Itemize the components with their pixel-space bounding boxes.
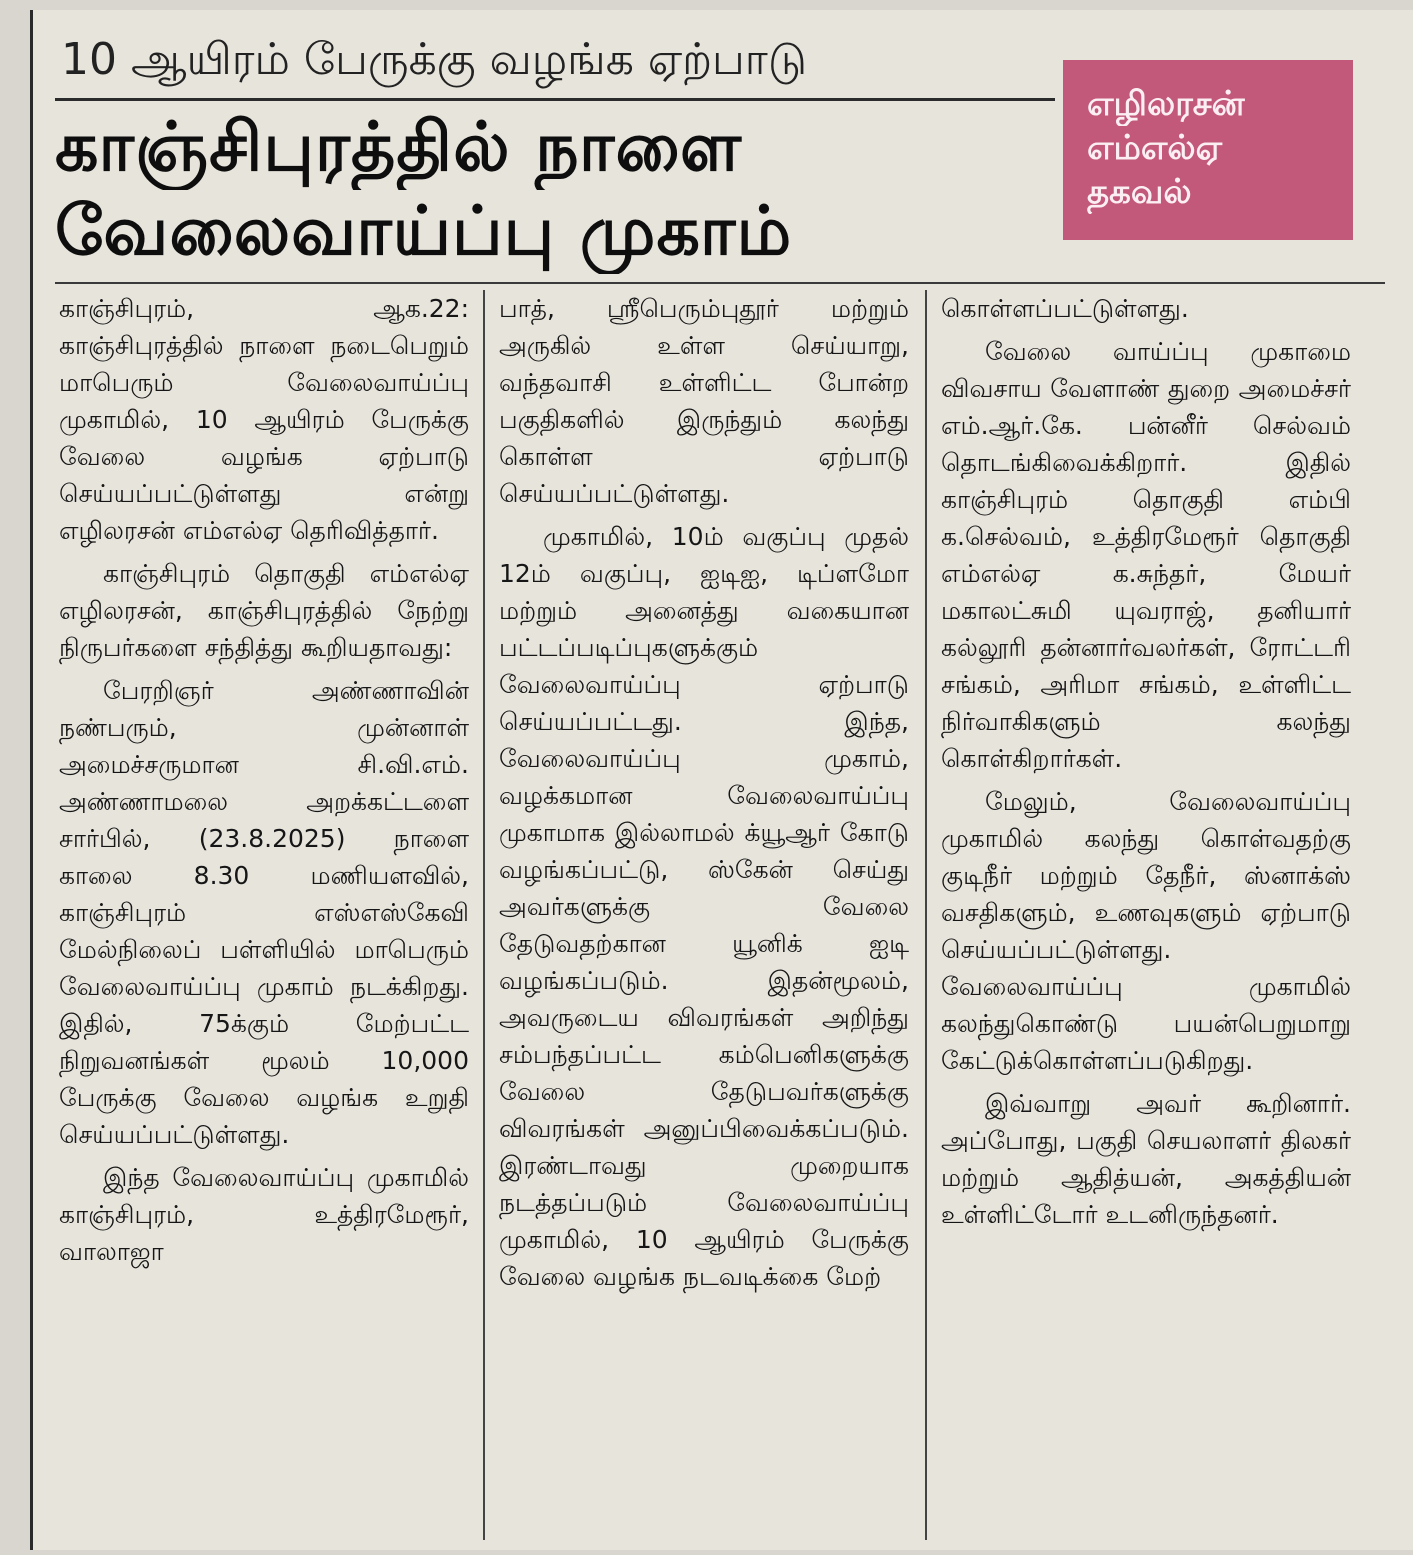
paragraph: மேலும், வேலைவாய்ப்பு முகாமில் கலந்து கொள்வதற்கு குடிநீர் மற்றும் தேநீர், ஸ்னாக்ஸ் வசதிகளும், உணவுகளும் ஏற்பாடு செய்யப்பட்டுள்ளது. வேலைவாய்ப்பு முகாமில் கலந்துகொண்டு பயன்பெறுமாறு கேட்டுக்கொள்ளப்படுகிறது. — [941, 787, 1351, 1075]
byline-box — [1063, 60, 1353, 240]
kicker-headline: 10 ஆயிரம் பேருக்கு வழங்க ஏற்பாடு — [61, 34, 808, 85]
column-divider — [925, 290, 927, 1540]
paragraph: காஞ்சிபுரம் தொகுதி எம்எல்ஏ எழிலரசன், காஞ்சிபுரத்தில் நேற்று நிருபர்களை சந்தித்து கூறியதாவது: — [59, 559, 469, 662]
paragraph: கொள்ளப்பட்டுள்ளது. — [941, 294, 1189, 323]
column-divider — [483, 290, 485, 1540]
newspaper-clipping — [30, 10, 1413, 1550]
paragraph: இவ்வாறு அவர் கூறினார். அப்போது, பகுதி செயலாளர் திலகர் மற்றும் ஆதித்யன், அகத்தியன் உள்ளிட்டோர் உடனிருந்தனர். — [941, 1089, 1351, 1229]
byline-line-3: தகவல் — [1087, 172, 1192, 212]
main-headline — [55, 106, 1055, 274]
paragraph: பேரறிஞர் அண்ணாவின் நண்பரும், முன்னாள் அமைச்சருமான சி.வி.எம். அண்ணாமலை அறக்கட்டளை சார்பில், (23.8.2025) நாளை காலை 8.30 மணியளவில், காஞ்சிபுரம் எஸ்எஸ்கேவி மேல்நிலைப் பள்ளியில் மாபெரும் வேலைவாய்ப்பு முகாம் நடக்கிறது. இதில், 75க்கும் மேற்பட்ட நிறுவனங்கள் மூலம் 10,000 பேருக்கு வேலை வழங்க உறுதி செய்யப்பட்டுள்ளது. — [59, 676, 469, 1149]
paragraph: முகாமில், 10ம் வகுப்பு முதல் 12ம் வகுப்பு, ஐடிஐ, டிப்ளமோ மற்றும் அனைத்து வகையான பட்டப்படிப்புகளுக்கும் வேலைவாய்ப்பு ஏற்பாடு செய்யப்பட்டது. இந்த, வேலைவாய்ப்பு முகாம், வழக்கமான வேலைவாய்ப்பு முகாமாக இல்லாமல் க்யூஆர் கோடு வழங்கப்பட்டு, ஸ்கேன் செய்து அவர்களுக்கு வேலை தேடுவதற்கான யூனிக் ஐடி வழங்கப்படும். இதன்மூலம், அவருடைய விவரங்கள் அறிந்து சம்பந்தப்பட்ட கம்பெனிகளுக்கு வேலை தேடுபவர்களுக்கு விவரங்கள் அனுப்பிவைக்கப்படும். இரண்டாவது முறையாக நடத்தப்படும் வேலைவாய்ப்பு முகாமில், 10 ஆயிரம் பேருக்கு வேலை வழங்க நடவடிக்கை மேற் — [499, 522, 909, 1291]
byline-line-2: எம்எல்ஏ — [1087, 128, 1223, 168]
paragraph: காஞ்சிபுரம், ஆக.22: காஞ்சிபுரத்தில் நாளை நடைபெறும் மாபெரும் வேலைவாய்ப்பு முகாமில், 10 ஆயிரம் பேருக்கு வேலை வழங்க ஏற்பாடு செய்யப்பட்டுள்ளது என்று எழிலரசன் எம்எல்ஏ தெரிவித்தார். — [59, 294, 469, 545]
article-column-3 — [941, 290, 1351, 1540]
body-rule — [55, 282, 1385, 284]
article-column-2 — [499, 290, 909, 1540]
headline-line-2: வேலைவாய்ப்பு முகாம் — [55, 192, 793, 271]
paragraph: இந்த வேலைவாய்ப்பு முகாமில் காஞ்சிபுரம், உத்திரமேரூர், வாலாஜா — [59, 1163, 469, 1266]
byline-line-1: எழிலரசன் — [1087, 84, 1245, 124]
headline-line-1: காஞ்சிபுரத்தில் நாளை — [55, 108, 743, 187]
paragraph: வேலை வாய்ப்பு முகாமை விவசாய வேளாண் துறை அமைச்சர் எம்.ஆர்.கே. பன்னீர் செல்வம் தொடங்கிவைக்கிறார். இதில் காஞ்சிபுரம் தொகுதி எம்பி க.செல்வம், உத்திரமேரூர் தொகுதி எம்எல்ஏ க.சுந்தர், மேயர் மகாலட்சுமி யுவராஜ், தனியார் கல்லூரி தன்னார்வலர்கள், ரோட்டரி சங்கம், அரிமா சங்கம், உள்ளிட்ட நிர்வாகிகளும் கலந்து கொள்கிறார்கள். — [941, 337, 1351, 773]
article-column-1 — [59, 290, 469, 1540]
paragraph: பாத், ஸ்ரீபெரும்புதூர் மற்றும் அருகில் உள்ள செய்யாறு, வந்தவாசி உள்ளிட்ட போன்ற பகுதிகளில் இருந்தும் கலந்து கொள்ள ஏற்பாடு செய்யப்பட்டுள்ளது. — [499, 294, 909, 508]
kicker-rule — [55, 98, 1055, 101]
